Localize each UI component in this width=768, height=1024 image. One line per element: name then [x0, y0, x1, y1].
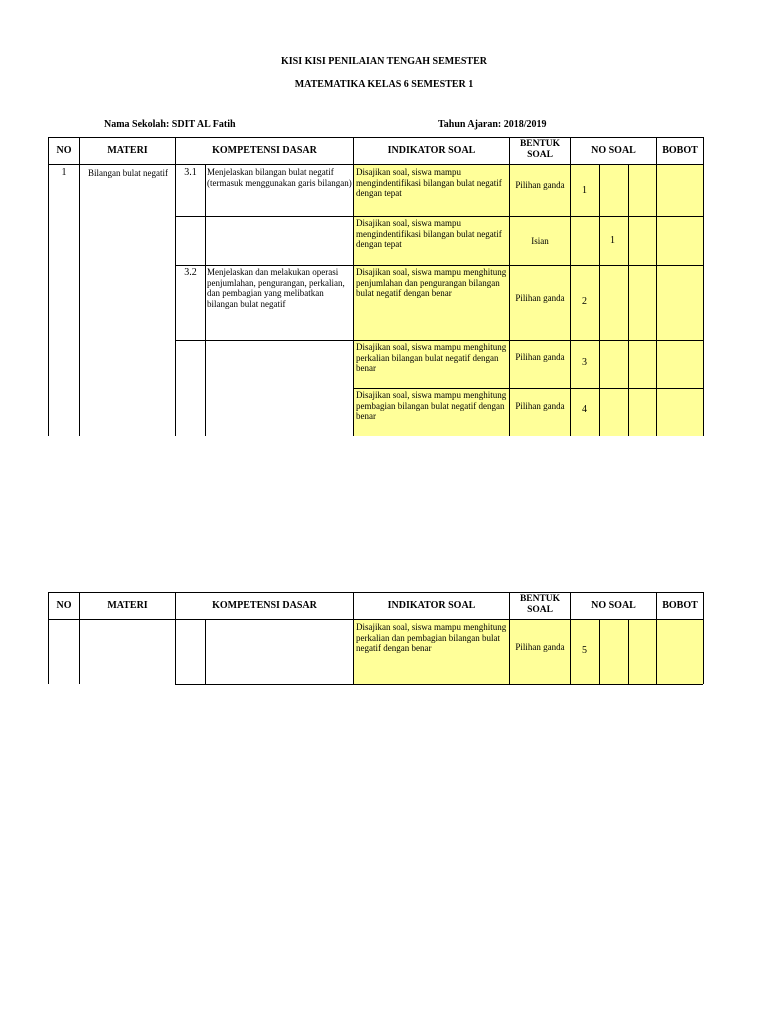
- header-no-soal: NO SOAL: [591, 600, 636, 611]
- no-soal-pg: 4: [582, 405, 587, 415]
- header-kompetensi-dasar: KOMPETENSI DASAR: [212, 600, 317, 611]
- header-bentuk-soal: BENTUK SOAL: [519, 594, 561, 615]
- year-value: 2018/2019: [503, 119, 547, 130]
- header-materi: MATERI: [107, 600, 148, 611]
- header-bobot: BOBOT: [662, 600, 698, 611]
- year-label: Tahun Ajaran:: [438, 119, 502, 130]
- no-soal-pg: 2: [582, 297, 587, 307]
- header-indikator-soal: INDIKATOR SOAL: [387, 145, 476, 156]
- indikator-text: Disajikan soal, siswa mampu menghitung perkalian bilangan bulat negatif dengan benar: [356, 342, 507, 373]
- document-subtitle: MATEMATIKA KELAS 6 SEMESTER 1: [294, 79, 474, 90]
- document-title: KISI KISI PENILAIAN TENGAH SEMESTER: [281, 56, 487, 67]
- no-soal-pg: 3: [582, 358, 587, 368]
- header-no: NO: [56, 145, 72, 156]
- indikator-text: Disajikan soal, siswa mampu menghitung perkalian dan pembagian bilangan bulat negatif dengan benar: [356, 622, 507, 653]
- header-kompetensi-dasar: KOMPETENSI DASAR: [212, 145, 317, 156]
- indikator-text: Disajikan soal, siswa mampu menghitung pembagian bilangan bulat negatif dengan benar: [356, 390, 507, 421]
- school-value: SDIT AL Fatih: [171, 119, 236, 130]
- indikator-text: Disajikan soal, siswa mampu menghitung penjumlahan dan pengurangan bilangan bulat negatif dengan benar: [356, 267, 507, 298]
- indikator-text: Disajikan soal, siswa mampu mengindentifikasi bilangan bulat negatif dengan tepat: [356, 218, 502, 249]
- no-soal-pg: 5: [582, 646, 587, 656]
- bentuk-soal: Pilihan ganda: [515, 293, 565, 303]
- header-no: NO: [56, 600, 72, 611]
- no-soal-pg: 1: [582, 186, 587, 196]
- school-label: Nama Sekolah:: [104, 119, 170, 130]
- bentuk-soal: Pilihan ganda: [515, 352, 565, 362]
- materi-text: Bilangan bulat negatif: [88, 168, 168, 178]
- kd-text: Menjelaskan bilangan bulat negatif (termasuk menggunakan garis bilangan): [207, 167, 352, 188]
- kd-code: 3.2: [184, 268, 197, 278]
- indikator-text: Disajikan soal, siswa mampu mengindentifikasi bilangan bulat negatif dengan tepat: [356, 167, 502, 198]
- kd-code: 3.1: [184, 168, 197, 178]
- header-bentuk-soal: BENTUK SOAL: [519, 139, 561, 160]
- bentuk-soal: Pilihan ganda: [515, 401, 565, 411]
- kd-text: Menjelaskan dan melakukan operasi penjumlahan, pengurangan, perkalian, dan pembagian yang melibatkan bilangan bulat negatif: [207, 267, 345, 309]
- no-soal-isian: 1: [610, 236, 615, 246]
- bentuk-soal: Pilihan ganda: [515, 180, 565, 190]
- header-bobot: BOBOT: [662, 145, 698, 156]
- header-no-soal: NO SOAL: [591, 145, 636, 156]
- bentuk-soal: Isian: [531, 236, 549, 246]
- bentuk-soal: Pilihan ganda: [515, 642, 565, 652]
- header-indikator-soal: INDIKATOR SOAL: [387, 600, 476, 611]
- row-number: 1: [61, 168, 67, 178]
- header-materi: MATERI: [107, 145, 148, 156]
